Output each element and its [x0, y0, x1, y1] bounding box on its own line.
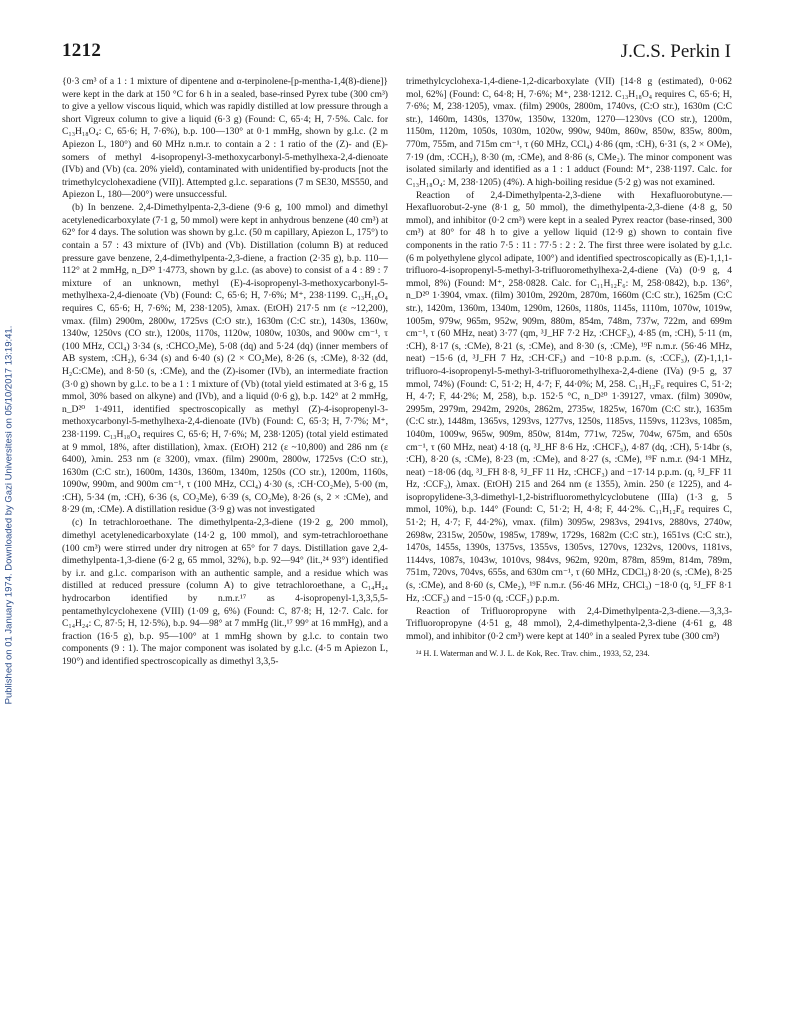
footnote: ²⁴ H. I. Waterman and W. J. L. de Kok, Rec. Trav. chim., 1933, 52, 234. — [416, 649, 650, 659]
paragraph: Reaction of 2,4-Dimethylpenta-2,3-diene with Hexafluorobutyne.—Hexafluorobut-2-yne (8·1 g, 50 mmol), the dimethylpenta-2,3-diene (4·8 g, 50 mmol), and inhibitor (0·2 cm³) were kept in a sealed Pyrex reactor (base-rinsed, 300 cm³) at 80° for 48 h to give a yellow liquid (12·9 g) shown to contain five components in the ratio 7·5 : 11 : 77·5 : 2 : 2. The first three were isolated by g.l.c. (6 m polyethylene glycol adipate, 100°) and identified spectroscopically as (E)-1,1,1-trifluoro-4-isopropenyl-5-methyl-3-trifluoromethylhexa-2,4-diene (Va) (0·9 g, 4 mmol, 8%) (Found: M⁺, 258·0828. Calc. for C₁₁H₁₂F₆: M, 258·0842), b.p. 136°, n_D²⁰ 1·3904, νmax. (film) 3010m, 2920m, 2870m, 1660m (C:C str.), 1625m (C:C str.), 1420m, 1360m, 1340m, 1290m, 1260s, 1180s, 1145s, 1110m, 1070w, 1019w, 1005m, 979w, 965m, 952w, 909m, 880m, 854m, 748m, 737w, 722m, and 699m cm⁻¹, τ (60 MHz, neat) 3·77 (qm, ³J_HF 7·2 Hz, :CHCF₃), 4·85 (m, :CH), 5·11 (m, :CH), 8·17 (s, :CMe), 8·21 (s, :CMe), and 8·30 (s, :CMe), ¹⁹F n.m.r. (56·46 MHz, neat) −15·6 (d, ³J_FH 7 Hz, :CH·CF₃) and −10·8 p.p.m. (s, :CCF₃), (Z)-1,1,1-trifluoro-4-isopropenyl-5-methyl-3-trifluoromethylhexa-2,4-diene (IVa) (9·5 g, 37 mmol, 74%) (Found: C, 51·2; H, 4·7; F, 44·0%; M, 258. C₁₁H₁₂F₆ requires C, 51·2; H, 4·7; F, 44·2%; M, 258), b.p. 152·5 °C, n_D²⁰ 1·39127, νmax. (film) 3090w, 2995m, 2979m, 2942m, 2920s, 2862m, 2735w, 1825w, 1670m (C:C str.), 1635m (C:C str.), 1448m, 1365vs, 1293vs, 1277vs, 1250s, 1185vs, 1159vs, 1123vs, 1085m, 1040m, 1009w, 965w, 909m, 850w, 814m, 771w, 725w, 704w, 675m, and 650s cm⁻¹, τ (60 MHz, neat) 4·18 (q, ³J_HF 8·6 Hz, :CHCF₃), 4·87 (dq, :CH), 5·14br (s, :CH), 8·20 (s, :CMe), 8·23 (m, :CMe), and 8·27 (s, :CMe), ¹⁹F n.m.r. (94·1 MHz, neat) −18·06 (dq, ³J_FH 8·8, ⁵J_FF 11 Hz, :CHCF₃) and −17·14 p.p.m. (q, ⁵J_FF 11 Hz, :CCF₃), λmax. (EtOH) 215 and 264 nm (ε 1355), λmin. 250 (ε 1225), and 4-isopropylidene-3,3-dimethyl-1,2-bistrifluoromethylcyclobutene (IIIa) (1·3 g, 5 mmol, 10%), b.p. 144° (Found: C, 51·2; H, 4·8; F, 44·2%. C₁₁H₁₂F₆ requires C, 51·2; H, 4·7; F, 44·2%), νmax. (film) 3095w, 2983vs, 2941vs, 2880vs, 2740w, 2698w, 2315w, 2050w, 1985w, 1789w, 1729s, 1682m (C:C str.), 1651vs (C:C str.), 1470s, 1455s, 1390s, 1375vs, 1355vs, 1305vs, 1270vs, 1232vs, 1200vs, 1181vs, 1144vs, 1087s, 1043w, 1010vs, 984vs, 962m, 920m, 878m, 859m, 814m, 789m, 751m, 720vs, 704vs, 655s, and 630m cm⁻¹, τ (60 MHz, CDCl₃) 8·20 (s, :CMe), 8·25 (s, :CMe), and 8·60 (s, CMe₂), ¹⁹F n.m.r. (56·46 MHz, CHCl₃) −18·0 (q, ⁵J_FF 8·1 Hz, :CCF₃) and −15·0 (q, :CCF₃) p.p.m. — [406, 189, 732, 604]
page-header — [62, 40, 731, 66]
page-number: 1212 — [62, 40, 102, 61]
download-watermark-text: Published on 01 January 1974. Downloaded by Gazi Universitesi on 05/10/2017 13:19:41. — [3, 325, 15, 705]
journal-title: J.C.S. Perkin I — [620, 41, 731, 62]
paragraph: Reaction of Trifluoropropyne with 2,4-Dimethylpenta-2,3-diene.—3,3,3-Trifluoropropyne (4·51 g, 48 mmol), 2,4-dimethylpenta-2,3-diene (4·61 g, 48 mmol), and inhibitor (0·2 cm³) were kept at 140° in a sealed Pyrex tube (300 cm³) — [406, 605, 732, 642]
paragraph: (c) In tetrachloroethane. The dimethylpenta-2,3-diene (19·2 g, 200 mmol), dimethyl acetylenedicarboxylate (14·2 g, 100 mmol), and sym-tetrachloroethane (100 cm³) were stirred under dry nitrogen at 65° for 7 days. Distillation gave 2,4-dimethylpenta-1,3-diene (6·2 g, 65 mmol, 32%), b.p. 92—94° (lit.,²⁴ 93°) identified by i.r. and g.l.c. comparison with an authentic sample, and a residue which was distilled at reduced pressure (column A) to give tetrachloroethane, a C₁₄H₂₄ hydrocarbon identified by n.m.r.¹⁷ as 4-isopropenyl-1,3,3,5,5-pentamethylcyclohexene (VIII) (1·09 g, 6%) (Found: C, 87·8; H, 12·7. Calc. for C₁₄H₂₄: C, 87·5; H, 12·5%), b.p. 94—98° at 7 mmHg (lit.,¹⁷ 99° at 16 mmHg), and a fraction (16·5 g), b.p. 95—100° at 1 mmHg shown by g.l.c. to contain two components (9 : 1). The major component was isolated by g.l.c. (4·5 m Apiezon L, 190°) and identified spectroscopically as dimethyl 3,3,5- — [62, 517, 388, 667]
paragraph: trimethylcyclohexa-1,4-diene-1,2-dicarboxylate (VII) [14·8 g (estimated), 0·062 mol, 62%] (Found: C, 64·8; H, 7·6%; M⁺, 238·1212. C₁₃H₁₈O₄ requires C, 65·6; H, 7·6%; M, 238·1205), νmax. (film) 2900s, 2800m, 1740vs, (C:O str.), 1630m (C:C str.), 1460m, 1430s, 1370w, 1350w, 1320m, 1270—1230vs (CO str.), 1200m, 1150m, 1120m, 1050s, 1030m, 1020w, 990w, 940m, 860w, 850w, 835w, 800m, 770m, 755m, and 715m cm⁻¹, τ (60 MHz, CCl₄) 4·86 (qm, :CH), 6·31 (s, 2 × OMe), 7·19 (dm, :CCH₂), 8·30 (m, :CMe), and 8·86 (s, CMe₂). The minor component was isolated similarly and identified as a 1 : 1 adduct (Found: M⁺, 238·1197. Calc. for C₁₃H₁₈O₄: M, 238·1205) (4%). A high-boiling residue (5·2 g) was not examined. — [406, 76, 732, 188]
download-watermark — [2, 120, 16, 910]
left-column — [62, 76, 388, 669]
paragraph: (b) In benzene. 2,4-Dimethylpenta-2,3-diene (9·6 g, 100 mmol) and dimethyl acetylenedicarboxylate (7·1 g, 50 mmol) were kept in anhydrous benzene (40 cm³) at 62° for 4 days. The solution was shown by g.l.c. (50 m capillary, Apiezon L, 175°) to contain a 57 : 43 mixture of (IVb) and (Vb). Distillation (column B) at reduced pressure gave benzene, 2,4-dimethylpenta-2,3-diene, a fraction (2·35 g), b.p. 110—112° at 2 mmHg, n_D²⁰ 1·4773, shown by g.l.c. (as above) to consist of a 4 : 89 : 7 mixture of an unknown, methyl (E)-4-isopropenyl-3-methoxycarbonyl-5-methylhexa-2,4-dienoate (Vb) (Found: C, 65·6; H, 7·6%; M⁺, 238·1199. C₁₃H₁₈O₄ requires C, 65·6; H, 7·6%; M, 238·1205), λmax. (EtOH) 217·5 nm (ε ~12,200), νmax. (film) 2900m, 2800w, 1725vs (C:O str.), 1630m (C:C str.), 1430s, 1360w, 1340w, 1250vs (CO str.), 1200s, 1170s, 1120w, 1080w, 1030s, and 900w cm⁻¹, τ (100 MHz, CCl₄) 3·34 (s, :CHCO₂Me), 5·08 (dq) and 5·24 (dq) (inner members of AB system, :CH₂), 6·34 (s) and 6·40 (s) (2 × CO₂Me), 8·26 (s, :CMe), 8·32 (dd, H₂C:CMe), and 8·50 (s, :CMe), and the (Z)-isomer (IVb), an intermediate fraction (3·0 g) shown by g.l.c. to be a 1 : 1 mixture of (Vb) (total yield estimated at 3·6 g, 15 mmol, 30% based on alkyne) and (IVb), and a liquid (0·6 g), b.p. 142° at 2 mmHg, n_D²⁰ 1·4911, identified spectroscopically as methyl (Z)-4-isopropenyl-3-methoxycarbonyl-5-methylhexa-2,4-dienoate (IVb) (Found: C, 65·3; H, 7·7%; M⁺, 238·1199. C₁₃H₁₈O₄ requires C, 65·6; H, 7·6%; M, 238·1205) (total yield estimated at 9 mmol, 18%, after distillation), λmax. (EtOH) 212 (ε ~10,800) and 286 nm (ε 6400), λmin. 253 nm (ε 3200), νmax. (film) 2900m, 2800w, 1725vs (C:O str.), 1630m (C:C str.), 1600m, 1430s, 1360m, 1340m, 1250s (CO str.), 1200m, 1160s, 1090w, 990m, and 900m cm⁻¹, τ (100 MHz, CCl₄) 4·30 (s, :CH·CO₂Me), 5·00 (m, :CH), 5·34 (m, :CH), 6·36 (s, CO₂Me), 6·39 (s, CO₂Me), 8·26 (s, 2 × :CMe), and 8·29 (m, :CMe). A distillation residue (3·9 g) was not investigated — [62, 202, 388, 516]
right-column — [406, 76, 732, 668]
paragraph: {0·3 cm³ of a 1 : 1 mixture of dipentene and α-terpinolene-[p-mentha-1,4(8)-diene]} were kept in the dark at 150 °C for 6 h in a sealed, base-rinsed Pyrex tube (300 cm³) to give a yellow viscous liquid, which was rapidly distilled at low pressure through a short Vigreux column to give a liquid (6·3 g) (Found: C, 65·4; H, 7·5%. Calc. for C₁₃H₁₈O₄: C, 65·6; H, 7·6%), b.p. 100—130° at 0·1 mmHg, shown by g.l.c. (2 m Apiezon L, 180°) and 60 MHz n.m.r. to contain a 2 : 1 ratio of the (Z)- and (E)- somers of methyl 4-isopropenyl-3-methoxycarbonyl-5-methylhexa-2,4-dienoate (IVb) and (Vb) (ca. 20% yield), contaminated with unidentified by-products [not the trimethylcyclohexadiene (VII)]. Attempted g.l.c. separations (7 m SE30, MS550, and Apiezon L, 180—200°) were unsuccessful. — [62, 76, 388, 201]
